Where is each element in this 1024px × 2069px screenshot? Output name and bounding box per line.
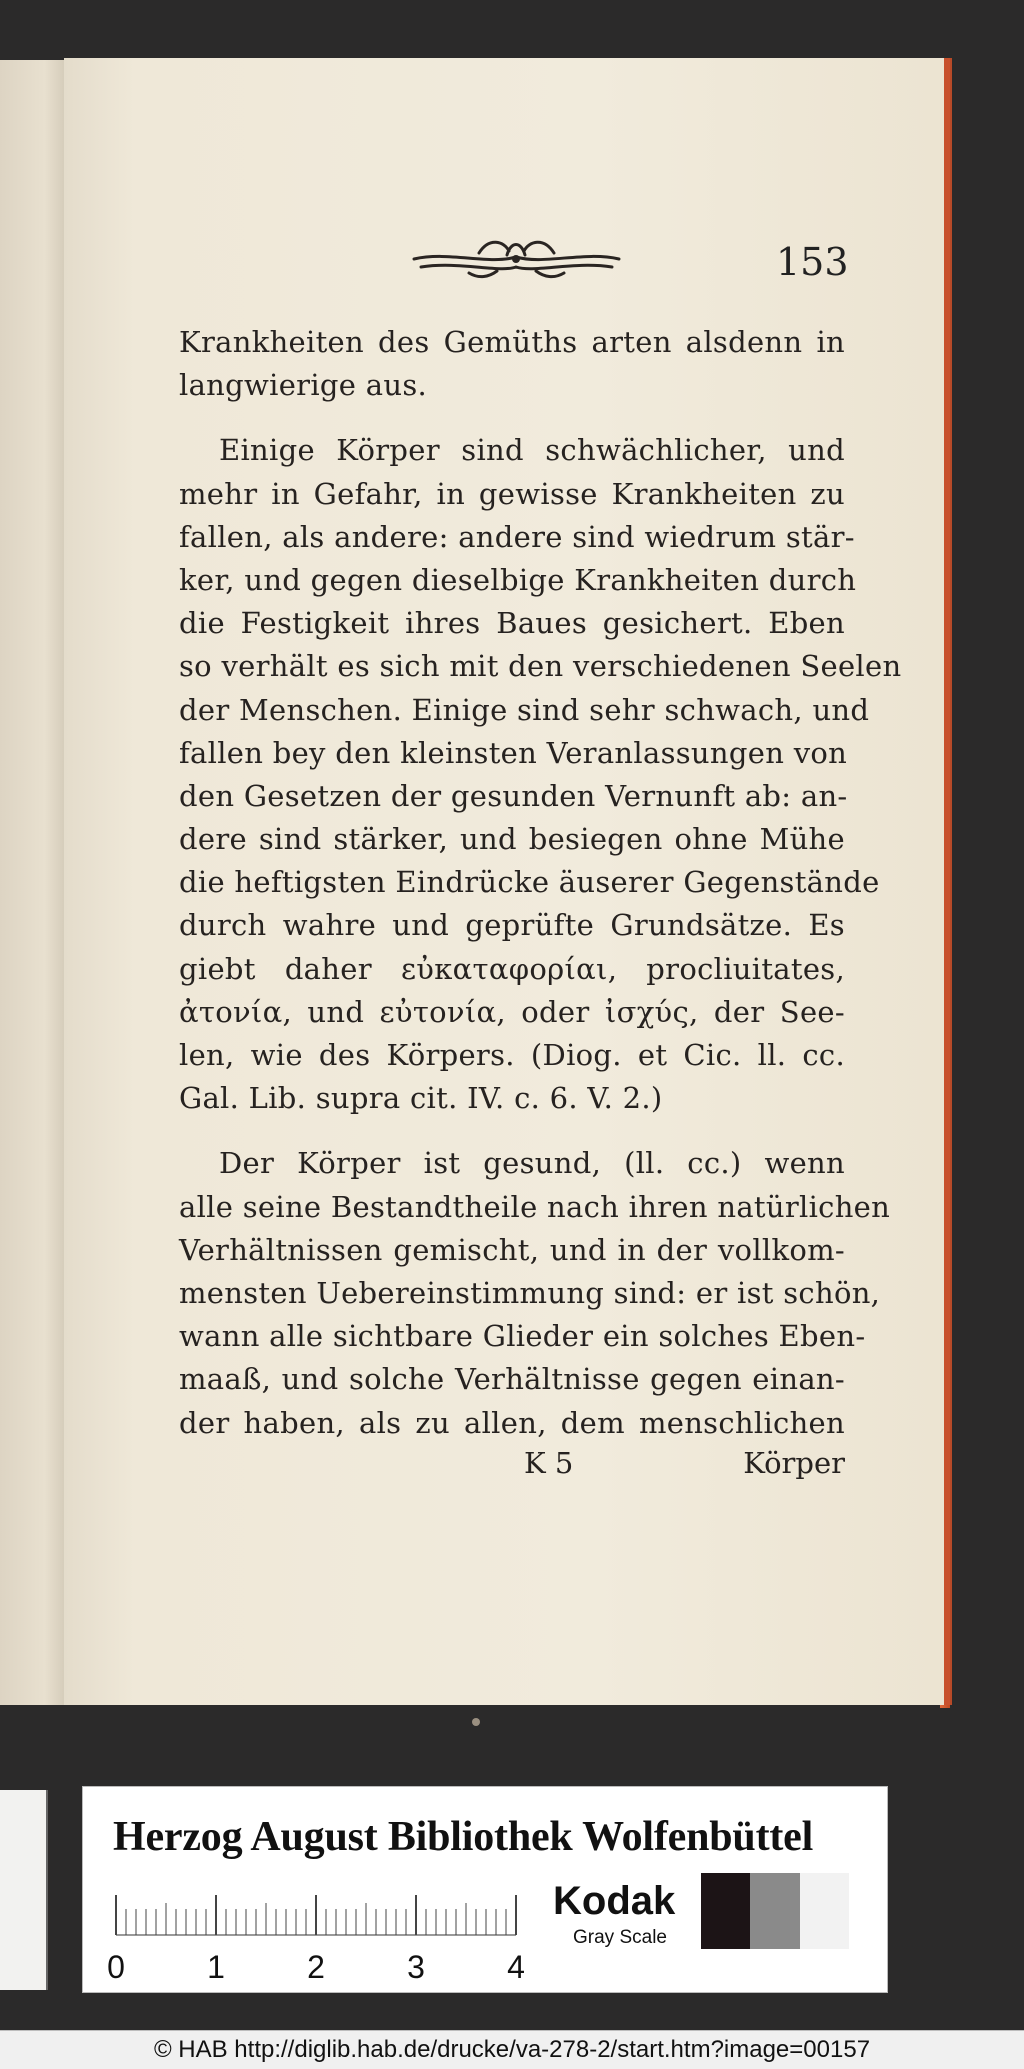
ruler-number: 0 <box>107 1949 125 1985</box>
text-line: durch wahre und geprüfte Grundsätze. Es <box>179 908 845 943</box>
text-line: der Menschen. Einige sind sehr schwach, und <box>179 692 870 727</box>
text-line: wann alle sichtbare Glieder ein solches Eben- <box>179 1319 866 1354</box>
signature-mark: K 5 <box>524 1446 574 1480</box>
text-line: fallen, als andere: andere sind wiedrum stär- <box>179 519 855 554</box>
copyright-footer: © HAB http://diglib.hab.de/drucke/va-278-2/start.htm?image=00157 <box>0 2030 1024 2069</box>
library-name: Herzog August Bibliothek Wolfenbüttel <box>113 1814 814 1860</box>
left-neighbor-page <box>0 60 64 1705</box>
text-line: der haben, als zu allen, dem menschlichen <box>179 1405 845 1440</box>
ruler-number: 1 <box>207 1949 225 1985</box>
text-line: ker, und gegen dieselbige Krankheiten durch <box>179 562 857 597</box>
text-line: Der Körper ist gesund, (ll. cc.) wenn <box>219 1146 845 1181</box>
catchline <box>179 1446 845 1489</box>
ruler-number: 3 <box>407 1949 425 1985</box>
page-number: 153 <box>776 240 849 284</box>
book-page <box>64 58 944 1705</box>
text-line: alle seine Bestandtheile nach ihren natürlichen <box>179 1189 891 1224</box>
text-line: Verhältnissen gemischt, und in der vollkom- <box>179 1232 845 1267</box>
ruler-number: 2 <box>307 1949 325 1985</box>
text-line: mensten Uebereinstimmung sind: er ist schön, <box>179 1275 881 1310</box>
text-line: fallen bey den kleinsten Veranlassungen von <box>179 735 848 770</box>
text-line: maaß, und solche Verhältnisse gegen einan- <box>179 1362 845 1397</box>
text-line: Gal. Lib. supra cit. IV. c. 6. V. 2.) <box>179 1081 663 1116</box>
text-line: mehr in Gefahr, in gewisse Krankheiten zu <box>179 476 845 511</box>
paragraph-gap <box>179 1120 845 1142</box>
text-line: den Gesetzen der gesunden Vernunft ab: an- <box>179 778 848 813</box>
scan-target-card <box>82 1786 888 1993</box>
gray-swatch <box>701 1873 750 1949</box>
gray-swatch <box>800 1873 849 1949</box>
paragraph-gap <box>179 407 845 429</box>
text-line: langwierige aus. <box>179 368 428 403</box>
catchword: Körper <box>743 1446 845 1480</box>
ruler-number: 4 <box>507 1949 525 1985</box>
gray-swatch <box>750 1873 799 1949</box>
text-line: dere sind stärker, und besiegen ohne Mühe <box>179 822 845 857</box>
kodak-logo: Kodak <box>553 1879 676 1923</box>
ruler-scale <box>107 1883 525 1985</box>
text-line: Einige Körper sind schwächlicher, und <box>219 433 845 468</box>
text-line: Krankheiten des Gemüths arten alsdenn in <box>179 325 845 359</box>
page-spot <box>472 1718 480 1726</box>
text-line: giebt daher εὐκαταφορίαι, procliuitates, <box>179 951 845 986</box>
header-ornament-icon <box>409 233 624 283</box>
text-line: die Festigkeit ihres Baues gesichert. Eben <box>179 606 845 641</box>
text-line: so verhält es sich mit den verschiedenen Seelen <box>179 649 902 684</box>
gray-scale-label: Gray Scale <box>573 1927 667 1948</box>
text-line: len, wie des Körpers. (Diog. et Cic. ll. cc. <box>179 1038 845 1072</box>
text-line: die heftigsten Eindrücke äuserer Gegenstände <box>179 865 880 900</box>
left-target-strip <box>0 1790 48 1990</box>
text-line: ἀτονία, und εὐτονία, oder ἰσχύς, der See- <box>179 994 845 1029</box>
gray-swatches <box>701 1873 849 1949</box>
body-text <box>179 321 902 1445</box>
